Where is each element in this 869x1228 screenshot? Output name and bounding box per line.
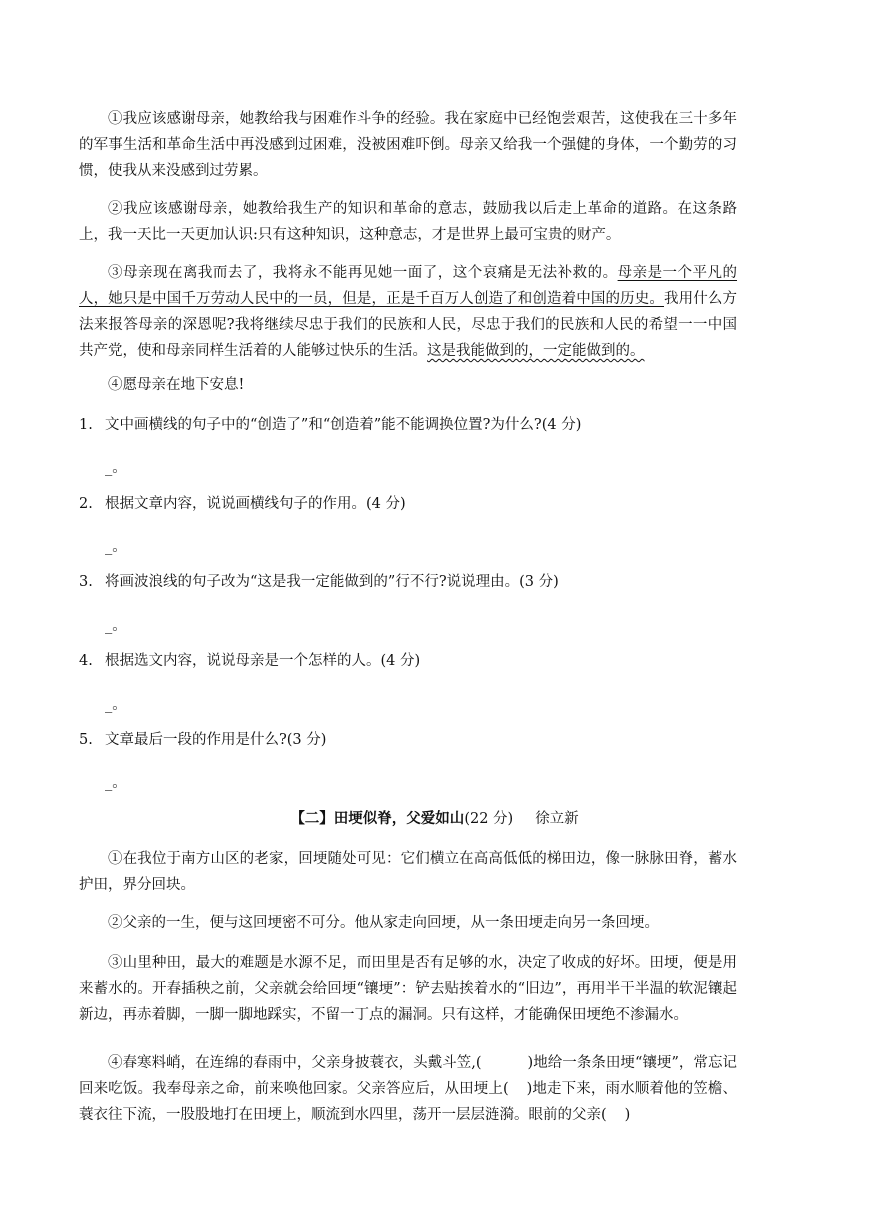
question-text: 根据选文内容，说说母亲是一个怎样的人。(4 分): [105, 653, 421, 669]
question-5: [79, 727, 737, 753]
paragraph-3: [79, 260, 737, 364]
question-text: 根据文章内容，说说画横线句子的作用。(4 分): [105, 496, 406, 512]
question-4: [79, 648, 737, 674]
answer-line-1[interactable]: _。: [105, 460, 127, 476]
wavy-underlined-sentence: 这是我能做到的，一定能做到的。: [427, 343, 645, 359]
paragraph-3-text-a: ③母亲现在离我而去了，我将永不能再见她一面了，这个哀痛是无法补救的。: [108, 265, 618, 281]
paragraph-2: ②我应该感谢母亲，她教给我生产的知识和革命的意志，鼓励我以后走上革命的道路。在这条路上，我一天比一天更加认识:只有这种知识，这种意志，才是世界上最可宝贵的财产。: [79, 201, 737, 243]
section-2-author: 徐立新: [535, 811, 579, 827]
question-2: [79, 491, 737, 517]
answer-line-5[interactable]: _。: [105, 775, 127, 791]
question-number: 3.: [79, 574, 93, 590]
question-1: [79, 412, 737, 438]
section-2-paragraph-3: ③山里种田，最大的难题是水源不足，而田里是否有足够的水，决定了收成的好坏。田埂，便是用来蓄水的。开春插秧之前，父亲就会给回埂“镶埂”：铲去贴挨着水的“旧边”，再用半干半温的软泥镶起新边，再赤着脚，一脚一脚地踩实，不留一丁点的漏洞。只有这样，才能确保田埂绝不渗漏水。: [79, 955, 737, 1023]
question-text: 文中画横线的句子中的“创造了”和“创造着”能不能调换位置?为什么?(4 分): [105, 417, 582, 433]
answer-line-2[interactable]: _。: [105, 539, 127, 555]
paragraph-1: ①我应该感谢母亲，她教给我与困难作斗争的经验。我在家庭中已经饱尝艰苦，这使我在三十多年的军事生活和革命生活中再没感到过困难，没被困难吓倒。母亲又给我一个强健的身体，一个勤劳的习惯，使我从来没感到过劳累。: [79, 111, 737, 179]
question-text: 文章最后一段的作用是什么?(3 分): [105, 732, 327, 748]
question-text: 将画波浪线的句子改为“这是我一定能做到的”行不行?说说理由。(3 分): [105, 574, 559, 590]
underlined-sentence: 母亲是一个平凡的人，她只是中国千万劳动人民中的一员，但是，正是千百万人创造了和创造着中国的历史。: [79, 265, 738, 307]
answer-line-3[interactable]: _。: [105, 618, 127, 634]
question-number: 2.: [79, 496, 93, 512]
answer-line-4[interactable]: _。: [105, 697, 127, 713]
paragraph-4: ④愿母亲在地下安息!: [108, 377, 245, 393]
question-number: 5.: [79, 732, 93, 748]
paragraph-3-text-b: 我用什么方法来报答母亲的深恩呢?我将继续尽忠于我们的民族和人民，尽忠于我们的民族和人民的希望一一中国共产党，使和母亲同样生活着的人能够过快乐的生活。: [79, 291, 737, 359]
section-2-heading: [0, 806, 869, 832]
section-2-paragraph-4: ④春寒料峭，在连绵的春雨中，父亲身披蓑衣，头戴斗笠,( )地给一条条田埂“镶埂”，常忘记回来吃饭。我奉母亲之命，前来唤他回家。父亲答应后，从田埂上( )地走下来，雨水顺着他的笠檐、蓑衣往下流，一股股地打在田埂上，顺流到水四里，荡开一层层涟漪。眼前的父亲( ): [79, 1055, 738, 1123]
section-2-paragraph-1: ①在我位于南方山区的老家，回埂随处可见：它们横立在高高低低的梯田边，像一脉脉田脊，蓄水护田，界分回块。: [79, 851, 737, 893]
question-number: 4.: [79, 653, 93, 669]
question-3: [79, 569, 737, 595]
section-2-score: (22 分): [464, 811, 514, 827]
question-number: 1.: [79, 417, 93, 433]
section-2-paragraph-2: ②父亲的一生，便与这回埂密不可分。他从家走向回埂，从一条田埂走向另一条回埂。: [108, 915, 659, 931]
section-2-title: 【二】田埂似脊，父爱如山: [290, 810, 465, 827]
